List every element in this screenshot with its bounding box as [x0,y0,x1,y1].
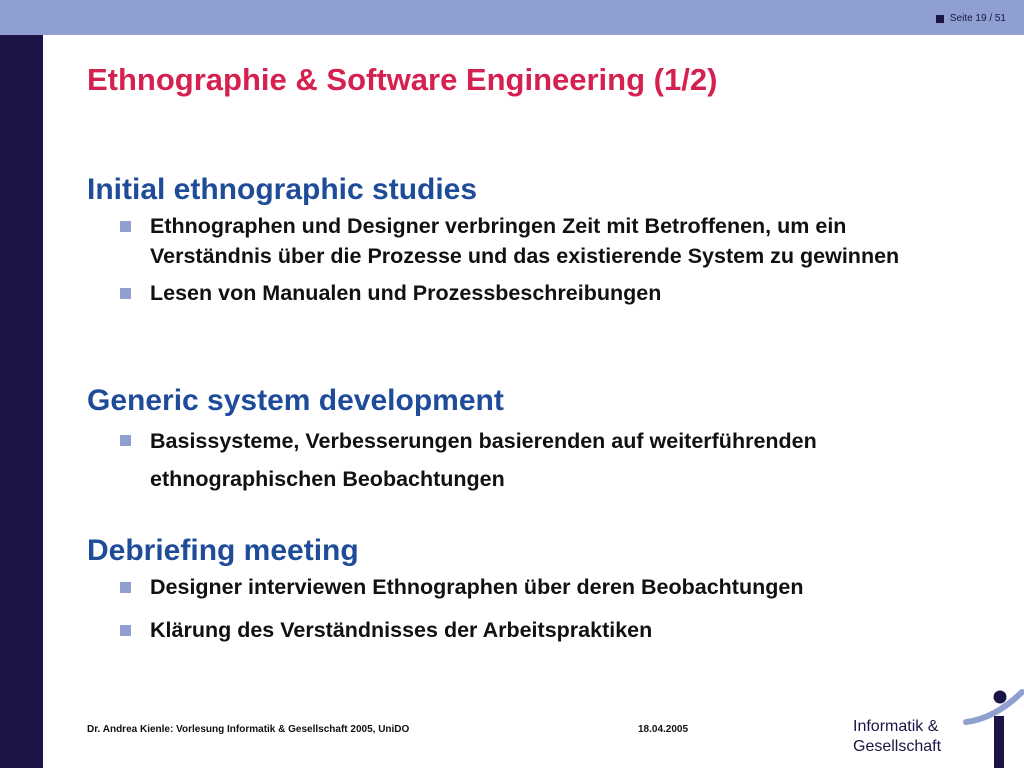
bullet-item [87,278,967,308]
bullet-text: Basissysteme, Verbesserungen basierenden auf weiterführenden ethnographischen Beobachtungen [150,429,817,491]
square-bullet-icon [120,435,131,446]
brand-text [853,717,941,757]
brand-line-2: Gesellschaft [853,738,942,755]
section-debriefing [87,534,967,645]
bullet-text: Ethnographen und Designer verbringen Zeit mit Betroffenen, um ein Verständnis über die Prozesse und das existierende System zu gewinnen [150,214,900,268]
top-bar [0,0,1024,35]
bullet-item [87,211,972,271]
section-initial-studies [87,173,967,308]
square-bullet-icon [120,221,131,232]
bullet-list [87,572,967,645]
side-bar [0,35,43,768]
square-bullet-icon [120,625,131,636]
bullet-list [87,211,967,308]
page-indicator-text: Seite 19 / 51 [949,13,1006,24]
section-generic-development [87,384,967,498]
square-bullet-icon [120,288,131,299]
brand-line-1: Informatik & [853,718,939,735]
bullet-text: Designer interviewen Ethnographen über deren Beobachtungen [150,575,804,599]
footer-author: Dr. Andrea Kienle: Vorlesung Informatik & Gesellschaft 2005, UniDO [87,724,410,735]
bullet-item [87,572,967,602]
bullet-item [87,615,967,645]
section-heading: Debriefing meeting [87,534,359,567]
informatik-gesellschaft-logo-icon [962,686,1024,768]
slide-title: Ethnographie & Software Engineering (1/2) [87,62,718,97]
section-heading: Initial ethnographic studies [87,173,478,206]
bullet-text: Lesen von Manualen und Prozessbeschreibungen [150,281,662,305]
bullet-text: Klärung des Verständnisses der Arbeitspraktiken [150,618,653,642]
footer-date: 18.04.2005 [638,724,689,735]
page-indicator [936,13,1006,24]
section-heading: Generic system development [87,384,504,417]
page-indicator-square-icon [936,15,944,23]
bullet-list [87,422,967,498]
bullet-item [87,422,967,498]
square-bullet-icon [120,582,131,593]
